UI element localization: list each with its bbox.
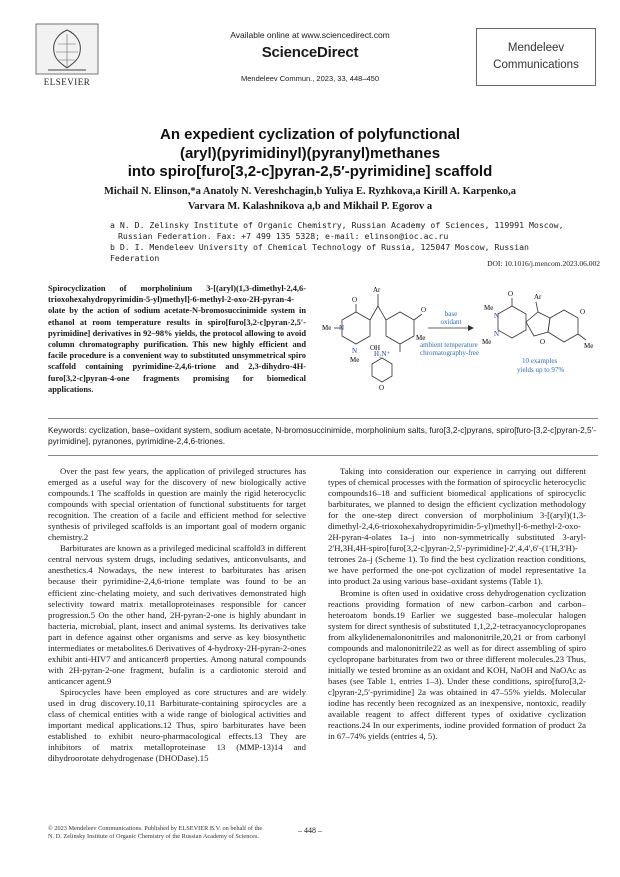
reactant-me-bottom: Me: [350, 356, 360, 364]
reactant-oh: OH: [370, 344, 381, 352]
morpholinium-label: H₂N⁺: [374, 350, 391, 358]
authors-line-1: Michail N. Elinson,*a Anatoly N. Vereshchagin,b Yuliya E. Ryzhkova,a Kirill A. Karpenko,a: [103, 186, 517, 197]
morpholine-o: O: [379, 384, 385, 392]
arrow-base-label: base: [444, 310, 458, 318]
title-line-1: An expedient cyclization of polyfunctional: [159, 126, 461, 143]
affiliation-a-line1: a N. D. Zelinsky Institute of Organic Chemistry, Russian Academy of Sciences, 119991 Moscow,: [110, 220, 564, 230]
elsevier-wordmark: ELSEVIER: [43, 77, 91, 87]
body-column-right: [328, 466, 586, 742]
arrow-oxidant-label: oxidant: [440, 318, 462, 326]
doi-link[interactable]: DOI: 10.1016/j.mencom.2023.06.002: [487, 259, 600, 268]
product-n1: N: [494, 312, 500, 320]
keywords-top-rule: [48, 418, 598, 419]
author-list: [40, 185, 580, 214]
journal-name-box: [476, 28, 596, 86]
product-me-bottom: Me: [482, 338, 492, 346]
body-column-left: [48, 466, 306, 764]
reactant-me-left: Me: [322, 324, 332, 332]
product-me-top: Me: [484, 304, 494, 312]
reactant-n3: N: [352, 347, 358, 355]
paragraph: Barbiturates are known as a privileged medicinal scaffold3 in different central nervous system drugs, including sedatives, anticonvulsants, and anesthetics.4 Nowadays, the new interest to barbiturates has arisen because their pyrimidine-2,4,6-trione template was found to be an efficient zinc-chelating moiety, and such derivatives demonstrated high selectivity toward matrix metalloproteinases responsible for cancer progression.5 On the other hand, 2H-pyran-2-one is highly abundant in bacteria, microbial, plant, insect and animal systems. Its derivatives take part in defence against other organisms and serve as key biosynthetic intermediates or metabolites.6 Derivatives of 4-hydroxy-2H-pyran-2-ones exhibit anti-HIV7 and anticancer8 properties. Among natural compounds with 2H-pyran-2-one fragment, bufalin is a cardiotonic steroid and anticancer agent.9: [48, 543, 306, 686]
keywords-bottom-rule: [48, 455, 598, 456]
affiliations: [110, 220, 570, 264]
copyright-footer: © 2023 Mendeleev Communications. Published by ELSEVIER B.V. on behalf of the N. D. Zelinsky Institute of Organic Chemistry of the Russian Academy of Sciences.: [48, 825, 263, 841]
journal-reference: Mendeleev Commun., 2023, 33, 448–450: [240, 74, 379, 83]
paragraph: Over the past few years, the application of privileged structures has emerged as a useful way for the discovery of new biologically active compounds.1 The scaffolds in question are mainly the rigid heterocyclic compounds with special orientation of functional substituents for target recognition. The creation of a facile and efficient method for selective synthesis of privileged scaffolds is an important goal of modern organic chemistry.2: [48, 466, 306, 543]
product-ar-label: Ar: [534, 293, 542, 301]
available-online-line: Available online at www.sciencedirect.com: [230, 30, 390, 40]
authors-line-2: Varvara M. Kalashnikova a,b and Mikhail P. Egorov a: [187, 200, 433, 212]
product-n3: N: [494, 330, 500, 338]
reactant-ar-label: Ar: [373, 286, 381, 294]
journal-box-line2: Communications: [493, 59, 579, 71]
keywords: Keywords: cyclization, base–oxidant system, sodium acetate, N-bromosuccinimide, morpholinium salts, furo[3,2-c]pyrans, spiro[furo-[3,2-c]pyran-2,5′-pyrimidine], pyranones, pyrimidine-2,4,6-triones.: [48, 425, 596, 446]
product-o-pyran: O: [580, 308, 586, 316]
reactant-o-pyran: O: [421, 306, 427, 314]
title-line-2: (aryl)(pyrimidinyl)(pyranyl)methanes: [179, 144, 441, 162]
article-title: [40, 126, 580, 182]
title-line-3: into spiro[furo[3,2-c]pyran-2,5′-pyrimidine] scaffold: [127, 163, 493, 180]
reactant-me-pyran: Me: [416, 334, 426, 342]
product-me-pyran: Me: [584, 342, 594, 350]
result-yields: yields up to 97%: [517, 366, 565, 374]
reactant-o-top: O: [352, 296, 358, 304]
page-number: – 448 –: [298, 826, 322, 835]
sciencedirect-brand: ScienceDirect: [261, 44, 359, 61]
journal-box-line1: Mendeleev: [507, 42, 565, 54]
paragraph: Taking into consideration our experience in carrying out different types of chemical processes with the formation of spirocyclic heterocyclic compounds16–18 and sufficient biomedical applications of spirocyclic barbiturates, we planned to design the efficient cyclization methodology for the one-step direct conversion of morpholinium 3-[(aryl)(1,3-dimethyl-2,4,6-trioxohexahydropyrimidin-5-yl)methyl]-6-methyl-2-oxo-2H-pyran-4-olates 1a–j into non-symmetrically substituted 3-aryl-2′H,3H,4H-spiro[furo[3,2-c]pyran-2,5′-pyrimidine]-2′,4,4′,6′-(1′H,3′H)-tetrones 2a–j (Scheme 1). To find the best cyclization reaction conditions, we have performed the one-pot cyclization of model representative 1a into product 2a using various base–oxidant systems (Table 1).: [328, 466, 586, 587]
graphical-abstract-text: Spirocyclization of morpholinium 3-[(aryl)(1,3-dimethyl-2,4,6-trioxohexahydropyrimidin-5-yl)methyl]-6-methyl-2-oxo-2H-pyran-4-olate by the action of sodium acetate-N-bromosuccinimide system in ethanol at room temperature results in spiro[furo[3,2-c]pyran-2,5′-pyrimidine] derivatives in 92–98% yields, the protocol allowing to avoid column chromatography purification. This new highly efficient and facile procedure is a convenient way to substituted unsymmetrical spiro scaffold containing pyrimidine-2,4,6-trione and 2,3-dihydro-4H-furo[3,2-c]pyran-4-one fragments promising for biomedical applications.: [48, 284, 306, 394]
reactant-n1: N: [339, 324, 345, 332]
affiliation-a-line2: Russian Federation. Fax: +7 499 135 5328; e-mail: elinson@ioc.ac.ru: [118, 231, 449, 241]
condition-temperature: ambient temperature: [420, 341, 478, 349]
product-o-top: O: [508, 290, 514, 298]
reactant-structure: [334, 294, 422, 382]
affiliation-b: b D. I. Mendeleev University of Chemical Technology of Russia, 125047 Moscow, Russian Federation: [110, 242, 529, 263]
product-o-furan: O: [540, 338, 546, 346]
paragraph: Spirocycles have been employed as core structures and are widely used in drug discovery.10,11 Barbiturate-containing spirocycles are a class of chemical entities with a wide range of biological activities and important medical applications.12 Thus, spiro barbiturates have been established to exhibit neuro-pharmacological effects.13 They are inhibitors of matrix metalloproteinase 13 (MMP-13)14 and dihydroorotate dehydrogenase (DHODase).15: [48, 686, 306, 764]
condition-chromatography: chromatography-free: [420, 349, 480, 357]
result-examples: 10 examples: [522, 357, 558, 365]
product-structure: [498, 298, 586, 342]
paragraph: Bromine is often used in oxidative cross dehydrogenation cyclization reactions providing formation of new carbon–carbon and carbon–heteroatom bonds.19 Earlier we suggested base–molecular halogen system for direct synthesis of substituted 1,1,2,2-tetracyanocyclopropanes from alkylidenemalononitriles and malononitrile,20,21 or from carbonyl compounds and malononitrile22 as well as for direct assembling of spiro cyclopropane barbiturates from two or three different molecules.23 Thus, initially we tested bromine as an oxidant and KOH, NaOH and NaOAc as bases (see Table 1, entries 1–3). Under these conditions, spiro[furo[3,2-c]pyran-2,5′-pyrimidine] 2a was obtained in 47–55% yields. Molecular iodine has recently been recognized as an inexpensive, nontoxic, readily available reagent to affect different types of oxidative cyclization reactions.24 In our experiments, iodine provided formation of product 2a in 67–74% yields (entries 4, 5).: [328, 587, 586, 742]
reaction-scheme: [312, 284, 602, 402]
reaction-arrowhead: [468, 325, 474, 331]
